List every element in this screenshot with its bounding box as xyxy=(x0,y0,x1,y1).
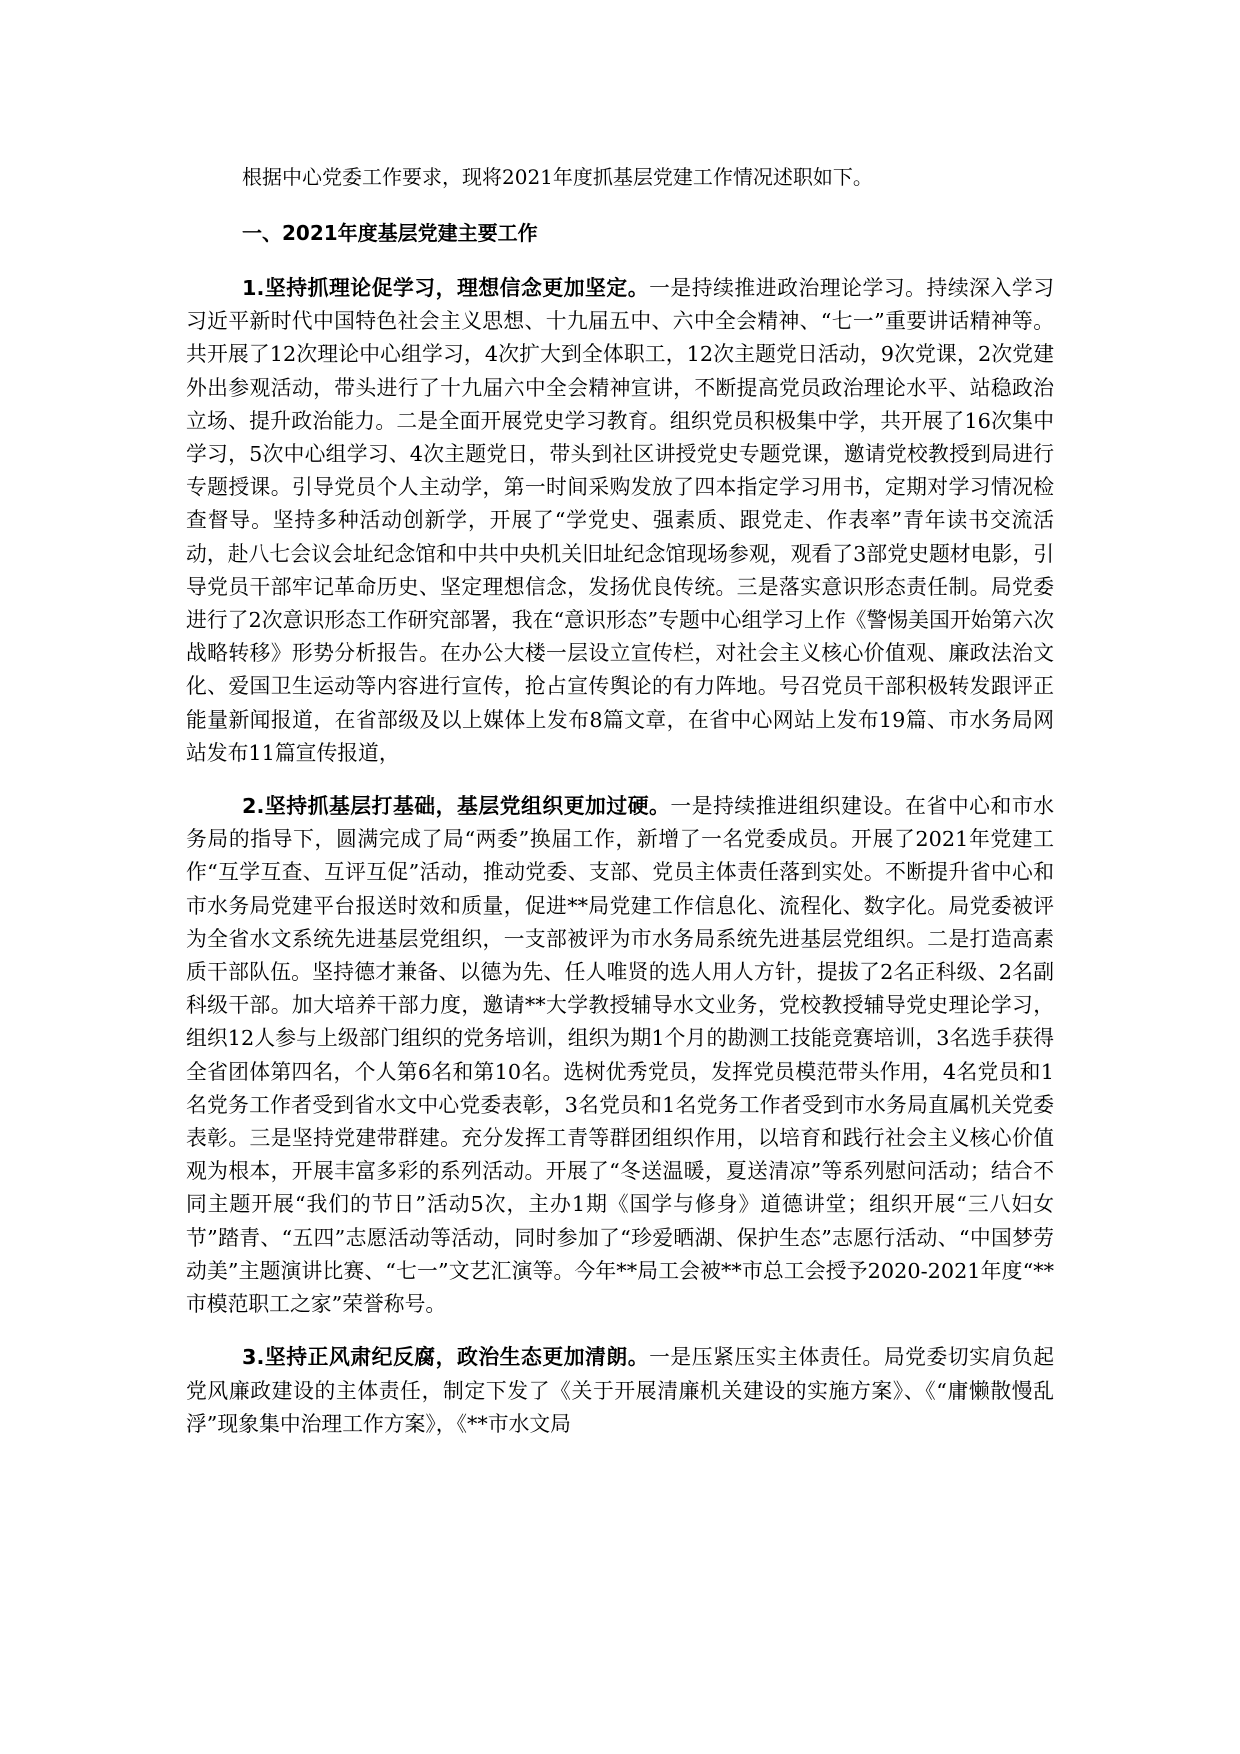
paragraph-2 xyxy=(186,790,1054,1321)
paragraph-2-lead: 2.坚持抓基层打基础，基层党组织更加过硬。 xyxy=(242,794,671,819)
paragraph-3 xyxy=(186,1341,1054,1441)
paragraph-3-lead: 3.坚持正风肃纪反腐，政治生态更加清朗。 xyxy=(242,1345,650,1370)
paragraph-1 xyxy=(186,272,1054,770)
paragraph-2-body: 一是持续推进组织建设。在省中心和市水务局的指导下，圆满完成了局“两委”换届工作，新增了一名党委成员。开展了2021年党建工作“互学互查、互评互促”活动，推动党委、支部、党员主体责任落到实处。不断提升省中心和市水务局党建平台报送时效和质量，促进**局党建工作信息化、流程化、数字化。局党委被评为全省水文系统先进基层党组织，一支部被评为市水务局系统先进基层党组织。二是打造高素质干部队伍。坚持德才兼备、以德为先、任人唯贤的选人用人方针，提拔了2名正科级、2名副科级干部。加大培养干部力度，邀请**大学教授辅导水文业务，党校教授辅导党史理论学习，组织12人参与上级部门组织的党务培训，组织为期1个月的勘测工技能竞赛培训，3名选手获得全省团体第四名，个人第6名和第10名。选树优秀党员，发挥党员模范带头作用，4名党员和1名党务工作者受到省水文中心党委表彰，3名党员和1名党务工作者受到市水务局直属机关党委表彰。三是坚持党建带群建。充分发挥工青等群团组织作用，以培育和践行社会主义核心价值观为根本，开展丰富多彩的系列活动。开展了“冬送温暖，夏送清凉”等系列慰问活动；结合不同主题开展“我们的节日”活动5次，主办1期《国学与修身》道德讲堂；组织开展“三八妇女节”踏青、“五四”志愿活动等活动，同时参加了“珍爱晒湖、保护生态”志愿行活动、“中国梦劳动美”主题演讲比赛、“七一”文艺汇演等。今年**局工会被**市总工会授予2020-2021年度“**市模范职工之家”荣誉称号。 xyxy=(186,794,1055,1317)
intro-line: 根据中心党委工作要求，现将2021年度抓基层党建工作情况述职如下。 xyxy=(242,165,873,189)
section-heading: 一、2021年度基层党建主要工作 xyxy=(242,221,538,245)
document-body xyxy=(186,160,1054,1461)
paragraph-3-body: 一是压紧压实主体责任。局党委切实肩负起党风廉政建设的主体责任，制定下发了《关于开展清廉机关建设的实施方案》、《“庸懒散慢乱浮”现象集中治理工作方案》，《**市水文局 xyxy=(186,1345,1054,1436)
paragraph-1-body: 一是持续推进政治理论学习。持续深入学习习近平新时代中国特色社会主义思想、十九届五中、六中全会精神、“七一”重要讲话精神等。共开展了12次理论中心组学习，4次扩大到全体职工，12次主题党日活动，9次党课，2次党建外出参观活动，带头进行了十九届六中全会精神宣讲，不断提高党员政治理论水平、站稳政治立场、提升政治能力。二是全面开展党史学习教育。组织党员积极集中学，共开展了16次集中学习，5次中心组学习、4次主题党日，带头到社区讲授党史专题党课，邀请党校教授到局进行专题授课。引导党员个人主动学，第一时间采购发放了四本指定学习用书，定期对学习情况检查督导。坚持多种活动创新学，开展了“学党史、强素质、跟党走、作表率”青年读书交流活动，赴八七会议会址纪念馆和中共中央机关旧址纪念馆现场参观，观看了3部党史题材电影，引导党员干部牢记革命历史、坚定理想信念，发扬优良传统。三是落实意识形态责任制。局党委进行了2次意识形态工作研究部署，我在“意识形态”专题中心组学习上作《警惕美国开始第六次战略转移》形势分析报告。在办公大楼一层设立宣传栏，对社会主义核心价值观、廉政法治文化、爱国卫生运动等内容进行宣传，抢占宣传舆论的有力阵地。号召党员干部积极转发跟评正能量新闻报道，在省部级及以上媒体上发布8篇文章，在省中心网站上发布19篇、市水务局网站发布11篇宣传报道， xyxy=(186,276,1054,765)
paragraph-1-lead: 1.坚持抓理论促学习，理想信念更加坚定。 xyxy=(242,276,650,300)
